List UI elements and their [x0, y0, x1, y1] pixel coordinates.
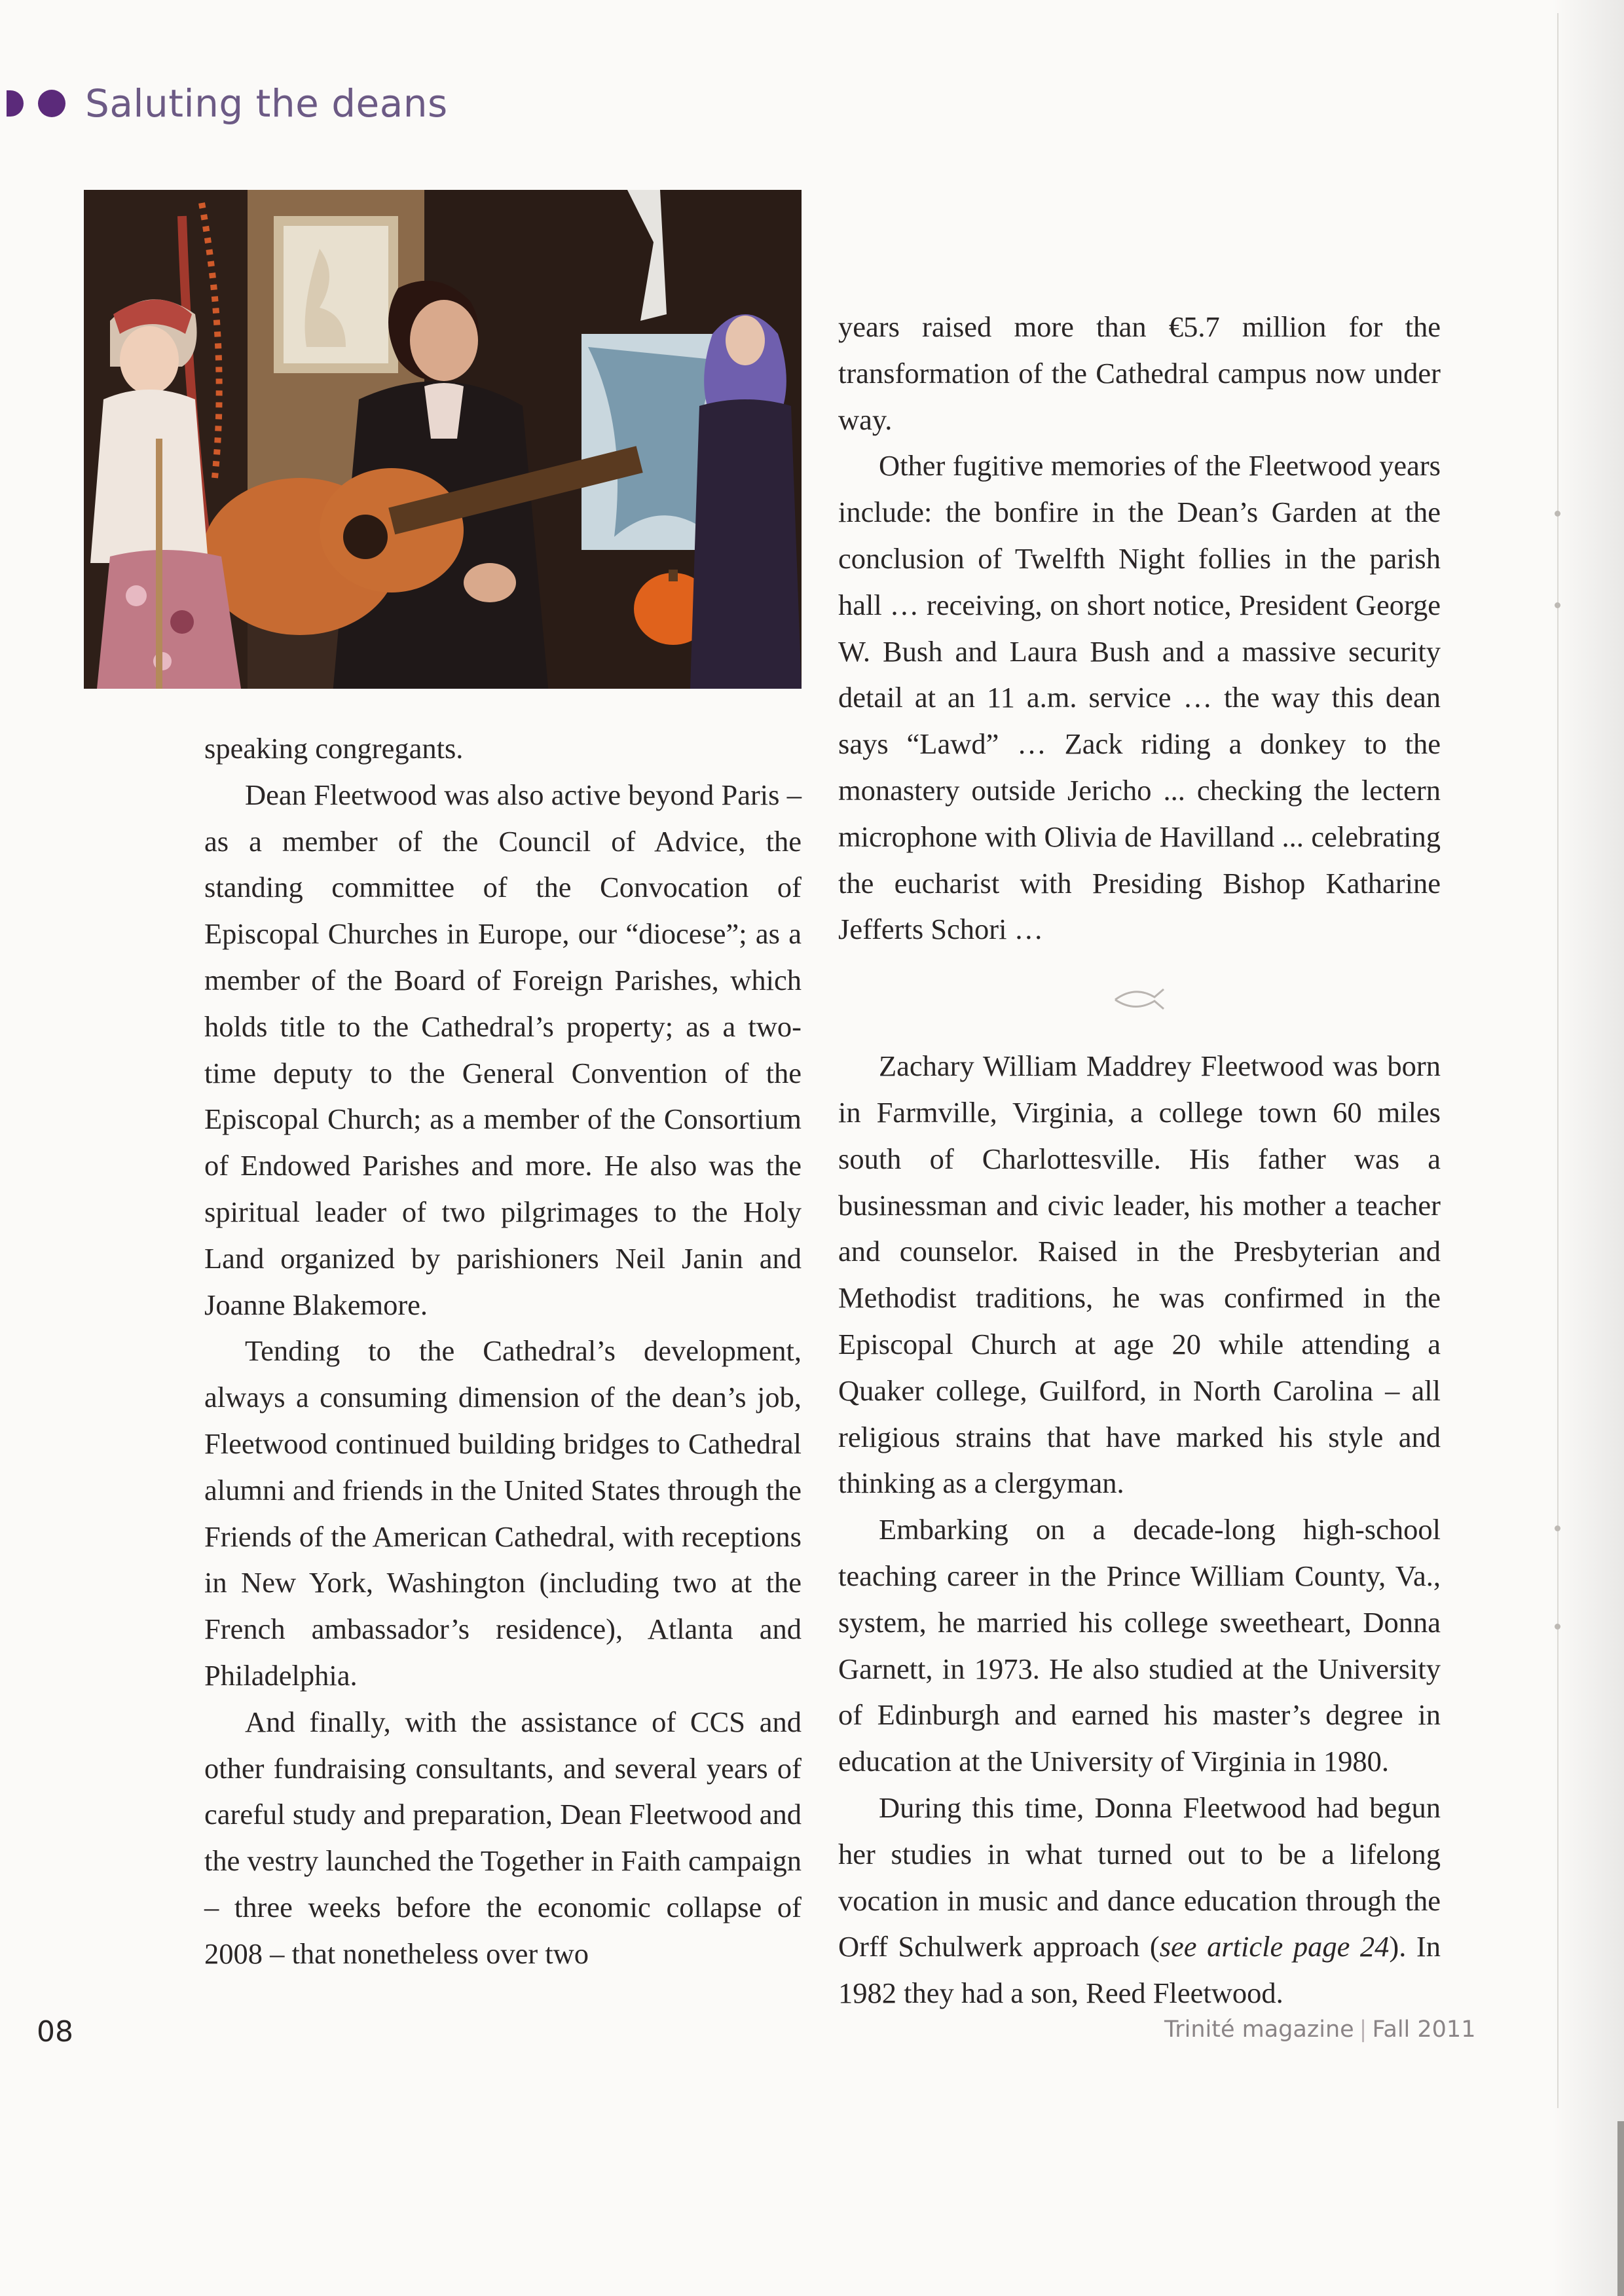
issue-date: Fall 2011: [1372, 2016, 1476, 2043]
half-circle-icon: [7, 90, 24, 117]
paragraph: Tending to the Cathedral’s development, always a consuming dimension of the dean’s job, Fleetwood continued building bridges to Cathedral alumni and friends in the United States through the Friends of the American Cathedral, with receptions in New York, Washington (including two at the French ambassador’s residence), Atlanta and Philadelphia.: [204, 1334, 802, 1692]
paragraph: Embarking on a decade-long high-school teaching career in the Prince William County, Va., system, he married his college sweetheart, Donna Garnett, in 1973. He also studied at the University of Edinburgh and earned his master’s degree in education at the University of Virginia in 1980.: [838, 1513, 1441, 1778]
footer-credit: [1164, 2016, 1475, 2043]
section-divider: [838, 953, 1441, 1043]
fish-ornament-icon: [1110, 983, 1169, 1013]
paragraph: Other fugitive memories of the Fleetwood years include: the bonfire in the Dean’s Garden at the conclusion of Twelfth Night follies in the parish hall … receiving, on short notice, President George W. Bush and Laura Bush and a massive security detail at an 11 a.m. service … the way this dean says “Lawd” … Zack riding a donkey to the monastery outside Jericho ... checking the lectern microphone with Olivia de Havilland ... celebrating the eucharist with Presiding Bishop Katharine Jefferts Schori …: [838, 449, 1441, 946]
circle-icon: [38, 90, 65, 117]
paragraph: speaking congregants.: [204, 732, 464, 765]
paragraph: years raised more than €5.7 million for the transformation of the Cathedral campus now under way.: [838, 310, 1441, 436]
footer-separator: |: [1359, 2016, 1367, 2043]
article-reference: see article page 24: [1159, 1930, 1390, 1963]
publication-name: Trinité magazine: [1164, 2016, 1354, 2043]
left-column: [204, 725, 802, 1977]
photo-dean-with-guitar-and-children-icon: [84, 190, 802, 689]
page-edge: [1552, 0, 1624, 2296]
paragraph: Dean Fleetwood was also active beyond Paris – as a member of the Council of Advice, the standing committee of the Convocation of Episcopal Churches in Europe, our “diocese”; as a member of the Board of Foreign Parishes, which holds title to the Cathedral’s property; as a two-time deputy to the General Convention of the Episcopal Church; as a member of the Consortium of Endowed Parishes and more. He also was the spiritual leader of two pilgrimages to the Holy Land organized by parishioners Neil Janin and Joanne Blakemore.: [204, 778, 802, 1321]
paragraph: And finally, with the assistance of CCS and other fundraising consultants, and several years of careful study and preparation, Dean Fleetwood and the vestry launched the Together in Faith campaign – three weeks before the economic collapse of 2008 – that nonetheless over two: [204, 1705, 802, 1970]
article-photo: [84, 190, 802, 689]
right-column: [838, 304, 1441, 2016]
paragraph: During this time, Donna Fleetwood had begun her studies in what turned out to be a lifelong vocation in music and dance education through the Orff Schulwerk approach (see article page 24). In 1982 they had a son, Reed Fleetwood.: [838, 1791, 1441, 2010]
page-number: 08: [37, 2015, 73, 2049]
paragraph: Zachary William Maddrey Fleetwood was born in Farmville, Virginia, a college town 60 miles south of Charlottesville. His father was a businessman and civic leader, his mother a teacher and counselor. Raised in the Presbyterian and Methodist traditions, he was confirmed in the Episcopal Church at age 20 while attending a Quaker college, Guilford, in North Carolina – all religious strains that have marked his style and thinking as a clergyman.: [838, 1049, 1441, 1500]
section-header: [0, 77, 448, 130]
section-title: Saluting the deans: [85, 81, 448, 126]
